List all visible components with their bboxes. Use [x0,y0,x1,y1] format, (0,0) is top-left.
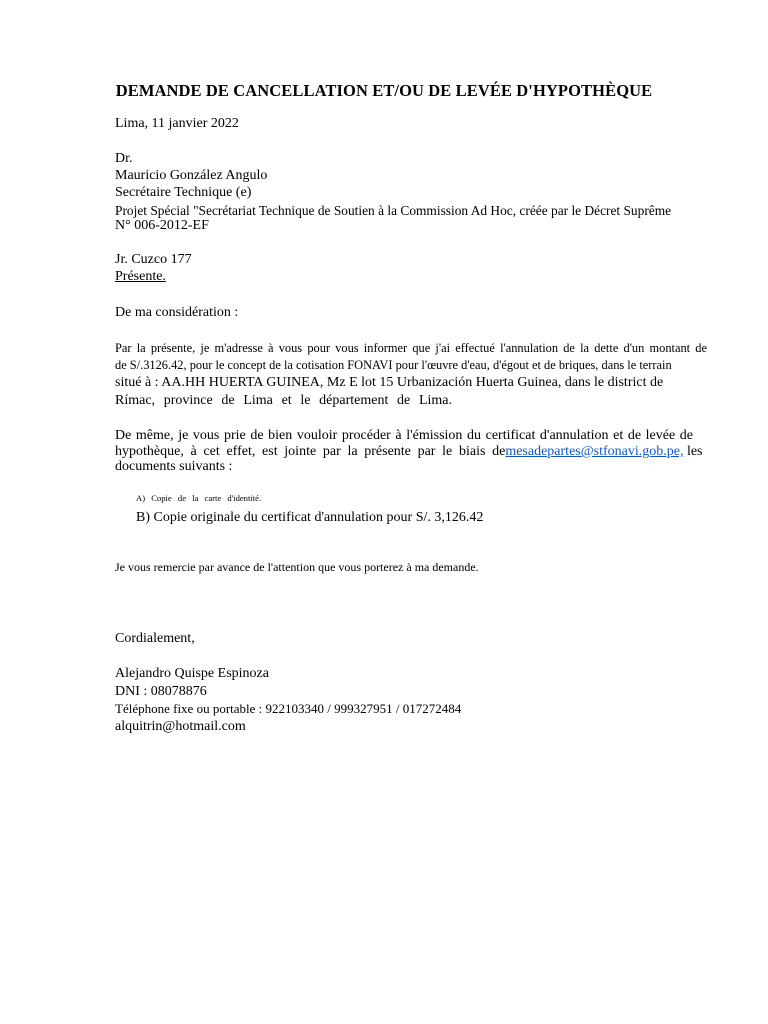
para2-line2-right [505,443,702,460]
recipient-name: Mauricio González Angulo [115,168,268,183]
para1-line3: situé à : AA.HH HUERTA GUINEA, Mz E lot 15 Urbanización Huerta Guinea, dans le district de [115,375,664,390]
para2-line3: documents suivants : [115,459,233,474]
recipient-address: Jr. Cuzco 177 [115,252,192,267]
list-item-b: B) Copie originale du certificat d'annulation pour S/. 3,126.42 [136,510,484,525]
email-link-mesadepartes[interactable]: mesadepartes@stfonavi.gob.pe, [505,444,684,459]
recipient-presente: Présente. [115,269,166,284]
thanks-line: Je vous remercie par avance de l'attention que vous porterez à ma demande. [115,560,479,574]
greeting: De ma considération : [115,305,239,320]
para2-line2-text: hypothèque, à cet effet, est jointe par la présente par le biais de [115,444,506,459]
recipient-role: Secrétaire Technique (e) [115,185,252,200]
signature-name: Alejandro Quispe Espinoza [115,666,269,681]
signature-email: alquitrin@hotmail.com [115,719,246,734]
signature-phone: Téléphone fixe ou portable : 922103340 / 999327951 / 017272484 [115,701,462,716]
para2-line1: De même, je vous prie de bien vouloir procéder à l'émission du certificat d'annulation et de levée de [115,428,693,443]
signature-dni: DNI : 08078876 [115,684,207,699]
closing: Cordialement, [115,631,195,646]
para1-line1: Par la présente, je m'adresse à vous pour vous informer que j'ai effectué l'annulation de la dette d'un montant de [115,341,707,355]
recipient-project-line1: Projet Spécial "Secrétariat Technique de Soutien à la Commission Ad Hoc, créée par le Décret Suprême [115,203,672,218]
date-line: Lima, 11 janvier 2022 [115,116,239,131]
para1-line4: Rímac, province de Lima et le département de Lima. [115,393,452,408]
recipient-project-line2: N° 006-2012-EF [115,218,209,233]
list-item-a: A) Copie de la carte d'identité. [136,493,262,503]
recipient-salutation: Dr. [115,151,133,166]
para1-line2: de S/.3126.42, pour le concept de la cotisation FONAVI pour l'œuvre d'eau, d'égout et de briques, dans le terrain [115,358,672,372]
document-title: DEMANDE DE CANCELLATION ET/OU DE LEVÉE D'HYPOTHÈQUE [115,81,653,100]
para2-line2-end: les [686,444,703,459]
